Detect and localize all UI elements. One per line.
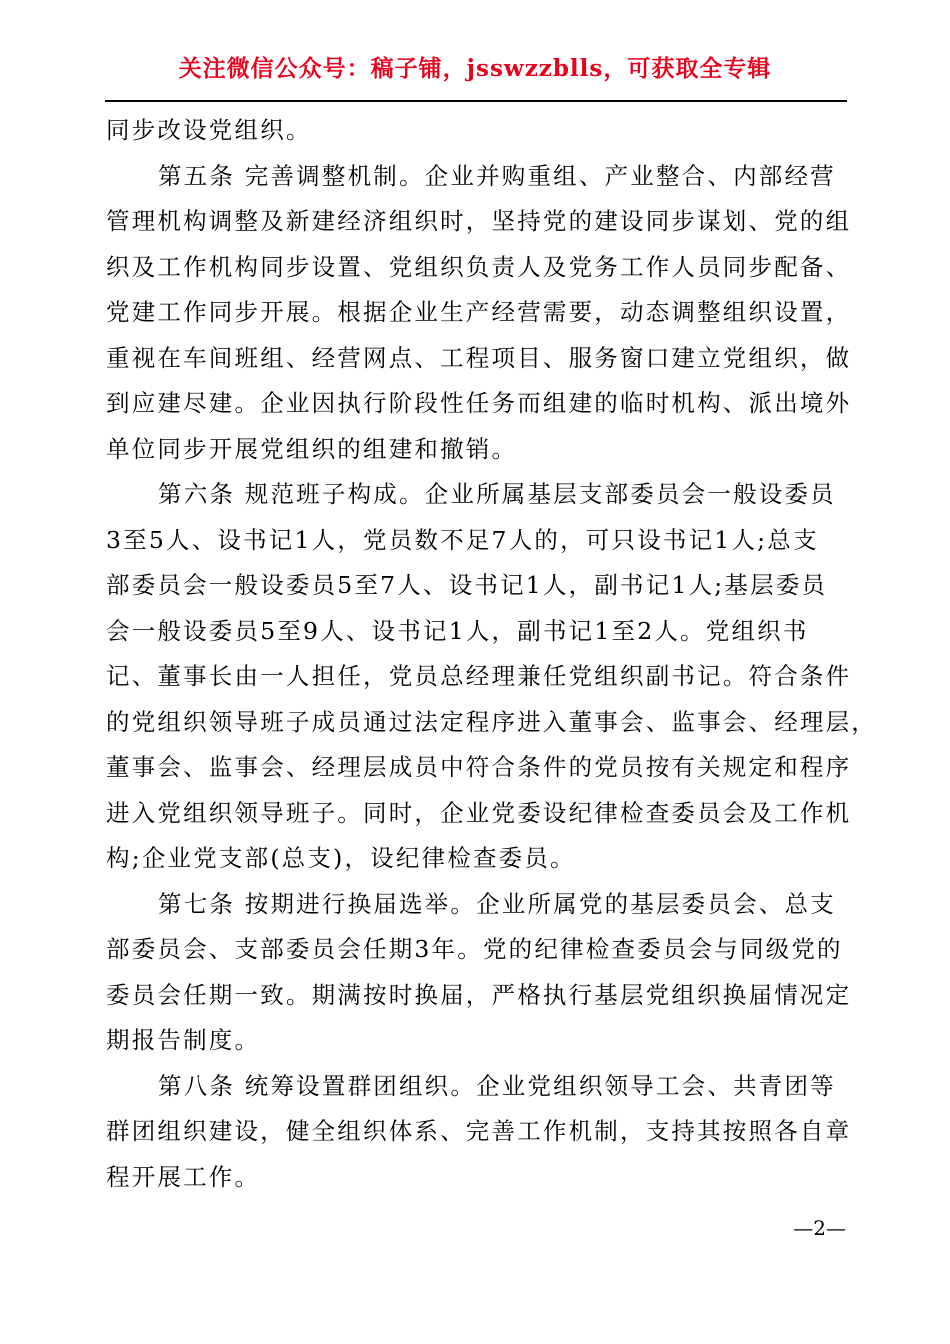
- text-line: 同步改设党组织。: [106, 116, 312, 144]
- text-line: 期报告制度。: [106, 1026, 261, 1054]
- text-line: 到应建尽建。企业因执行阶段性任务而组建的临时机构、派出境外: [106, 389, 852, 417]
- page-number: —2—: [793, 1216, 846, 1240]
- text-line: 管理机构调整及新建经济组织时，坚持党的建设同步谋划、党的组: [106, 207, 852, 235]
- text-line: 党建工作同步开展。根据企业生产经营需要，动态调整组织设置，: [106, 298, 852, 326]
- text-line: 会一般设委员5至9人、设书记1人，副书记1至2人。党组织书: [106, 616, 809, 645]
- article-8-heading-line: 第八条 统筹设置群团组织。企业党组织领导工会、共青团等: [158, 1071, 836, 1100]
- text-line: 部委员会一般设委员5至7人、设书记1人，副书记1人;基层委员: [106, 571, 828, 599]
- text-line: 单位同步开展党组织的组建和撤销。: [106, 434, 518, 463]
- text-line: 程开展工作。: [106, 1162, 261, 1191]
- text-line: 重视在车间班组、经营网点、工程项目、服务窗口建立党组织，做: [106, 343, 852, 372]
- text-line: 委员会任期一致。期满按时换届，严格执行基层党组织换届情况定: [106, 980, 852, 1009]
- promo-header: 关注微信公众号：稿子铺，jsswzzblls，可获取全专辑: [178, 55, 772, 82]
- document-body: [106, 108, 877, 1200]
- text-line: 进入党组织领导班子。同时，企业党委设纪律检查委员会及工作机: [106, 798, 852, 827]
- text-line: 3至5人、设书记1人，党员数不足7人的，可只设书记1人;总支: [106, 525, 819, 554]
- article-6-heading-line: 第六条 规范班子构成。企业所属基层支部委员会一般设委员: [158, 480, 836, 508]
- text-line: 董事会、监事会、经理层成员中符合条件的党员按有关规定和程序: [106, 753, 852, 781]
- article-7-heading-line: 第七条 按期进行换届选举。企业所属党的基层委员会、总支: [158, 889, 836, 918]
- text-line: 部委员会、支部委员会任期3年。党的纪律检查委员会与同级党的: [106, 935, 843, 963]
- text-line: 织及工作机构同步设置、党组织负责人及党务工作人员同步配备、: [106, 252, 852, 281]
- text-line: 群团组织建设，健全组织体系、完善工作机制，支持其按照各自章: [106, 1117, 852, 1145]
- text-line: 构;企业党支部(总支)，设纪律检查委员。: [106, 844, 576, 872]
- header-rule: [105, 100, 847, 102]
- text-line: 的党组织领导班子成员通过法定程序进入董事会、监事会、经理层，: [106, 707, 877, 736]
- article-5-heading-line: 第五条 完善调整机制。企业并购重组、产业整合、内部经营: [158, 161, 836, 190]
- text-line: 记、董事长由一人担任，党员总经理兼任党组织副书记。符合条件: [106, 662, 852, 690]
